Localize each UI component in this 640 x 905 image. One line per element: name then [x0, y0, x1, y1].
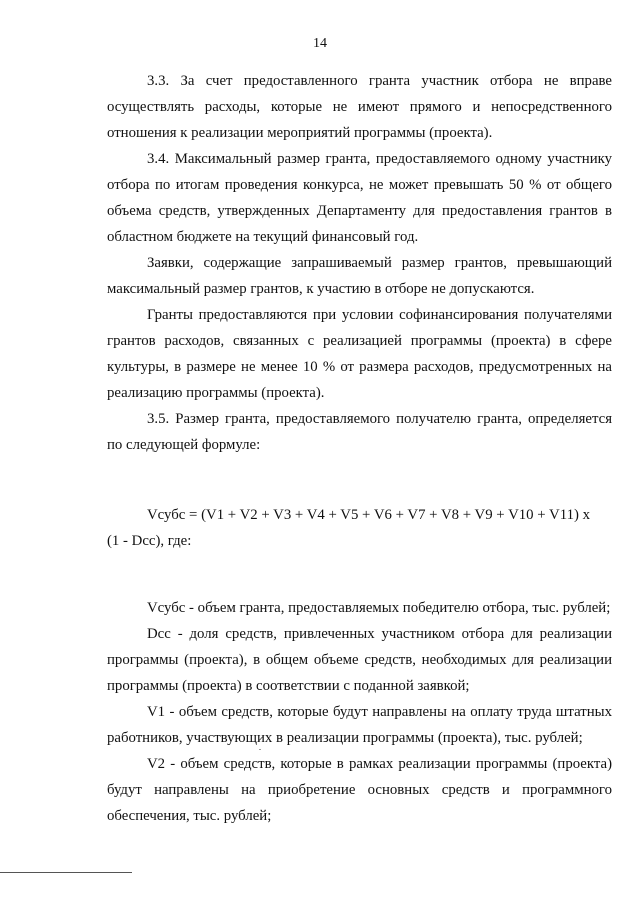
paragraph-applications: Заявки, содержащие запрашиваемый размер грантов, превышающий максимальный размер грантов, к участию в отборе не допускаются. — [107, 255, 612, 297]
definition-v2: V2 - объем средств, которые в рамках реализации программы (проекта) будут направлены на приобретение основных средств и программного обеспечения, тыс. рублей; — [107, 756, 612, 824]
footnote-rule — [0, 872, 132, 873]
document-body — [107, 68, 612, 829]
paragraph-3-3: 3.3. За счет предоставленного гранта участник отбора не вправе осуществлять расходы, которые не имеют прямого и непосредственного отношения к реализации мероприятий программы (проекта). — [107, 73, 612, 141]
scan-speck — [259, 749, 261, 750]
formula-line-1: Vсубс = (V1 + V2 + V3 + V4 + V5 + V6 + V7 + V8 + V9 + V10 + V11) х — [147, 507, 590, 523]
page-number: 14 — [313, 36, 327, 51]
definition-dss: Dсс - доля средств, привлеченных участником отбора для реализации программы (проекта), в общем объеме средств, необходимых для реализации программы (проекта) в соответствии с поданной заявкой; — [107, 626, 612, 694]
paragraph-3-4: 3.4. Максимальный размер гранта, предоставляемого одному участнику отбора по итогам проведения конкурса, не может превышать 50 % от общего объема средств, утвержденных Департаменту для предоставления грантов в областном бюджете на текущий финансовый год. — [107, 151, 612, 245]
paragraph-cofinancing: Гранты предоставляются при условии софинансирования получателями грантов расходов, связанных с реализацией программы (проекта) в сфере культуры, в размере не менее 10 % от размера расходов, предусмотренных на реализацию программы (проекта). — [107, 307, 612, 401]
paragraph-3-5: 3.5. Размер гранта, предоставляемого получателю гранта, определяется по следующей формуле: — [107, 411, 612, 453]
formula-line-2: (1 - Dсс), где: — [107, 533, 192, 549]
definition-vsubs: Vсубс - объем гранта, предоставляемых победителю отбора, тыс. рублей; — [147, 600, 611, 616]
definition-v1: V1 - объем средств, которые будут направлены на оплату труда штатных работников, участвующих в реализации программы (проекта), тыс. рублей; — [107, 704, 612, 746]
